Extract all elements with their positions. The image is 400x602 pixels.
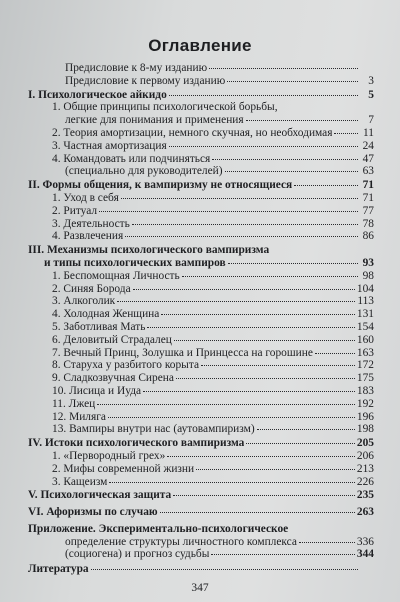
dot-leader xyxy=(173,495,355,496)
toc-entry-text: Предисловие к первому изданию xyxy=(65,74,226,87)
toc-entry-preface-8 xyxy=(28,62,374,75)
toc-entry xyxy=(28,218,374,231)
toc-entry-text: 9. Сладкозвучная Сирена xyxy=(52,372,174,385)
dot-leader xyxy=(182,276,358,277)
dot-leader xyxy=(201,365,355,366)
toc-entry-page: 336 xyxy=(356,535,374,548)
toc-entry-text: 3. Кащеизм xyxy=(52,475,108,488)
toc-entry-page: 235 xyxy=(356,489,374,502)
toc-entry-text: 3. Деятельность xyxy=(52,217,130,230)
toc-entry-text: 11. Лжец xyxy=(52,397,96,410)
toc-entry xyxy=(28,398,374,411)
toc-entry-page: 160 xyxy=(356,333,374,346)
toc-entry-page: 206 xyxy=(356,449,374,462)
toc-entry xyxy=(28,270,374,283)
toc-section-5 xyxy=(28,489,374,502)
dot-leader xyxy=(246,120,358,121)
toc-entry-text: 1. «Первородный грех» xyxy=(52,449,166,462)
toc-entry xyxy=(28,140,374,153)
toc-entry-page: 63 xyxy=(362,165,374,178)
toc-entry-page: 172 xyxy=(356,359,374,372)
toc-entry xyxy=(28,548,374,561)
toc-entry xyxy=(28,423,374,436)
dot-leader xyxy=(132,224,358,225)
toc-entry-text: 3. Частная амортизация xyxy=(52,139,167,152)
page-number: 347 xyxy=(191,582,209,594)
dot-leader xyxy=(169,95,358,96)
toc-entry xyxy=(28,411,374,424)
toc-entry-page: 183 xyxy=(356,384,374,397)
toc-entry-text: 13. Вампиры внутри нас (аутовампиризм) xyxy=(52,423,255,436)
toc-entry-text: Предисловие к 8-му изданию xyxy=(65,62,208,74)
toc-entry-page: 77 xyxy=(362,204,374,217)
toc-entry-page: 3 xyxy=(368,74,374,87)
toc-entry xyxy=(28,334,374,347)
dot-leader xyxy=(109,482,355,483)
toc-section-4 xyxy=(28,437,374,450)
toc-entry xyxy=(28,295,374,308)
dot-leader xyxy=(160,512,355,513)
toc-entry-page: 7 xyxy=(368,114,374,127)
toc-entry-preface-1 xyxy=(28,75,374,88)
toc-entry-page: 263 xyxy=(356,506,374,519)
toc-entry xyxy=(28,283,374,296)
dot-leader xyxy=(99,211,358,212)
toc-entry xyxy=(28,153,374,166)
toc-entry-page: 113 xyxy=(357,295,374,308)
dot-leader xyxy=(228,263,358,264)
dot-leader xyxy=(211,554,355,555)
toc-entry-text: 4. Развлечения xyxy=(52,230,124,243)
toc-entry-page: 205 xyxy=(356,437,374,450)
dot-leader xyxy=(196,469,355,470)
dot-leader xyxy=(174,340,355,341)
dot-leader xyxy=(227,81,358,82)
toc-entry xyxy=(28,372,374,385)
toc-section-heading: и типы психологических вампиров xyxy=(44,256,226,269)
toc-section-heading: II. Формы общения, к вампиризму не относящиеся xyxy=(28,179,293,192)
toc-entry-page: 71 xyxy=(362,191,374,204)
dot-leader xyxy=(334,133,358,134)
toc-section-heading: VI. Афоризмы по случаю xyxy=(28,506,158,519)
toc-entry-page: 98 xyxy=(362,269,374,282)
toc-entry-page: 344 xyxy=(356,548,374,561)
toc-entry xyxy=(28,476,374,489)
table-of-contents xyxy=(28,62,374,576)
dot-leader xyxy=(294,185,358,186)
dot-leader xyxy=(147,327,355,328)
toc-section-1 xyxy=(28,89,374,102)
dot-leader xyxy=(246,443,355,444)
toc-section-6 xyxy=(28,506,374,519)
dot-leader xyxy=(212,159,358,160)
toc-entry-text: 7. Вечный Принц, Золушка и Принцесса на горошине xyxy=(52,346,313,359)
toc-entry xyxy=(28,230,374,243)
dot-leader xyxy=(97,404,355,405)
toc-entry-page: 175 xyxy=(356,372,374,385)
dot-leader xyxy=(121,198,358,199)
toc-entry-page: 163 xyxy=(356,346,374,359)
toc-entry-text: 6. Деловитый Страдалец xyxy=(52,333,172,346)
toc-section-heading: Литература xyxy=(28,563,89,576)
toc-entry xyxy=(28,450,374,463)
toc-entry xyxy=(28,205,374,218)
toc-entry-text: 5. Заботливая Мать xyxy=(52,320,146,333)
toc-entry-text: 10. Лисица и Иуда xyxy=(52,384,142,397)
toc-entry-page: 154 xyxy=(356,320,374,333)
dot-leader xyxy=(91,569,358,570)
toc-entry-text: 12. Милягa xyxy=(52,410,106,423)
dot-leader xyxy=(176,378,355,379)
toc-entry-page: 24 xyxy=(362,139,374,152)
dot-leader xyxy=(167,456,355,457)
toc-entry-page: 104 xyxy=(356,282,374,295)
toc-entry xyxy=(28,536,374,549)
toc-section-3-heading-line: III. Механизмы психологического вампиризма xyxy=(28,244,270,257)
dot-leader xyxy=(117,301,355,302)
toc-entry-page: 196 xyxy=(356,410,374,423)
dot-leader xyxy=(315,353,355,354)
toc-section-heading: I. Психологическое айкидо xyxy=(28,88,167,101)
toc-entry-text: 2. Теория амортизации, немного скучная, но необходимая xyxy=(52,126,333,139)
toc-entry-text-line: 1. Общие принципы психологической борьбы, xyxy=(52,101,278,114)
toc-literature xyxy=(28,563,374,576)
dot-leader xyxy=(133,289,355,290)
toc-entry xyxy=(28,114,374,127)
toc-entry-page: 198 xyxy=(356,423,374,436)
dot-leader xyxy=(225,171,358,172)
toc-entry-text: 4. Командовать или подчиняться xyxy=(52,152,211,165)
toc-entry-page: 93 xyxy=(362,256,374,269)
dot-leader xyxy=(169,146,358,147)
toc-entry-page: 47 xyxy=(362,152,374,165)
toc-entry-text: легкие для понимания и применения xyxy=(65,114,244,127)
toc-entry-page: 213 xyxy=(356,462,374,475)
toc-entry-text: 2. Мифы современной жизни xyxy=(52,462,195,475)
toc-section-2 xyxy=(28,179,374,192)
toc-entry-page: 11 xyxy=(363,126,374,139)
dot-leader xyxy=(161,314,355,315)
toc-entry-text: 2. Синяя Борода xyxy=(52,282,131,295)
toc-entry-page: 5 xyxy=(368,88,374,101)
toc-entry-text: 1. Уход в себя xyxy=(52,191,119,204)
toc-entry-page: 226 xyxy=(356,475,374,488)
toc-entry xyxy=(28,385,374,398)
toc-entry-page: 71 xyxy=(362,179,374,192)
dot-leader xyxy=(257,429,355,430)
toc-entry-page: 78 xyxy=(362,217,374,230)
toc-entry-text: 3. Алкоголик xyxy=(52,295,116,308)
toc-section-heading: IV. Истоки психологического вампиризма xyxy=(28,437,245,450)
toc-entry-page: 192 xyxy=(356,397,374,410)
page-title: Оглавление xyxy=(148,36,252,55)
toc-entry xyxy=(28,127,374,140)
toc-entry-text: 4. Холодная Женщина xyxy=(52,308,160,321)
dot-leader xyxy=(209,68,358,69)
toc-appendix-heading-line: Приложение. Экспериментально-психологическое xyxy=(28,522,289,535)
toc-entry xyxy=(28,308,374,321)
toc-entry-text: 8. Старуха у разбитого корыта xyxy=(52,359,200,372)
toc-entry xyxy=(28,321,374,334)
toc-entry-text: определение структуры личностного комплекса xyxy=(65,535,297,548)
toc-entry-page: 131 xyxy=(356,308,374,321)
toc-entry-page: 86 xyxy=(362,230,374,243)
toc-entry xyxy=(28,463,374,476)
toc-entry-text: 1. Беспомощная Личность xyxy=(52,269,180,282)
dot-leader xyxy=(108,417,355,418)
dot-leader xyxy=(125,236,358,237)
toc-entry xyxy=(28,165,374,178)
toc-entry-text: 2. Ритуал xyxy=(52,204,98,217)
toc-entry-text: (специально для руководителей) xyxy=(65,165,223,178)
toc-section-3 xyxy=(28,257,374,270)
dot-leader xyxy=(299,542,355,543)
toc-entry xyxy=(28,192,374,205)
dot-leader xyxy=(143,391,355,392)
toc-entry xyxy=(28,347,374,360)
toc-entry-text: (социогена) и прогноз судьбы xyxy=(65,548,210,561)
toc-entry xyxy=(28,359,374,372)
toc-section-heading: V. Психологическая защита xyxy=(28,489,172,502)
